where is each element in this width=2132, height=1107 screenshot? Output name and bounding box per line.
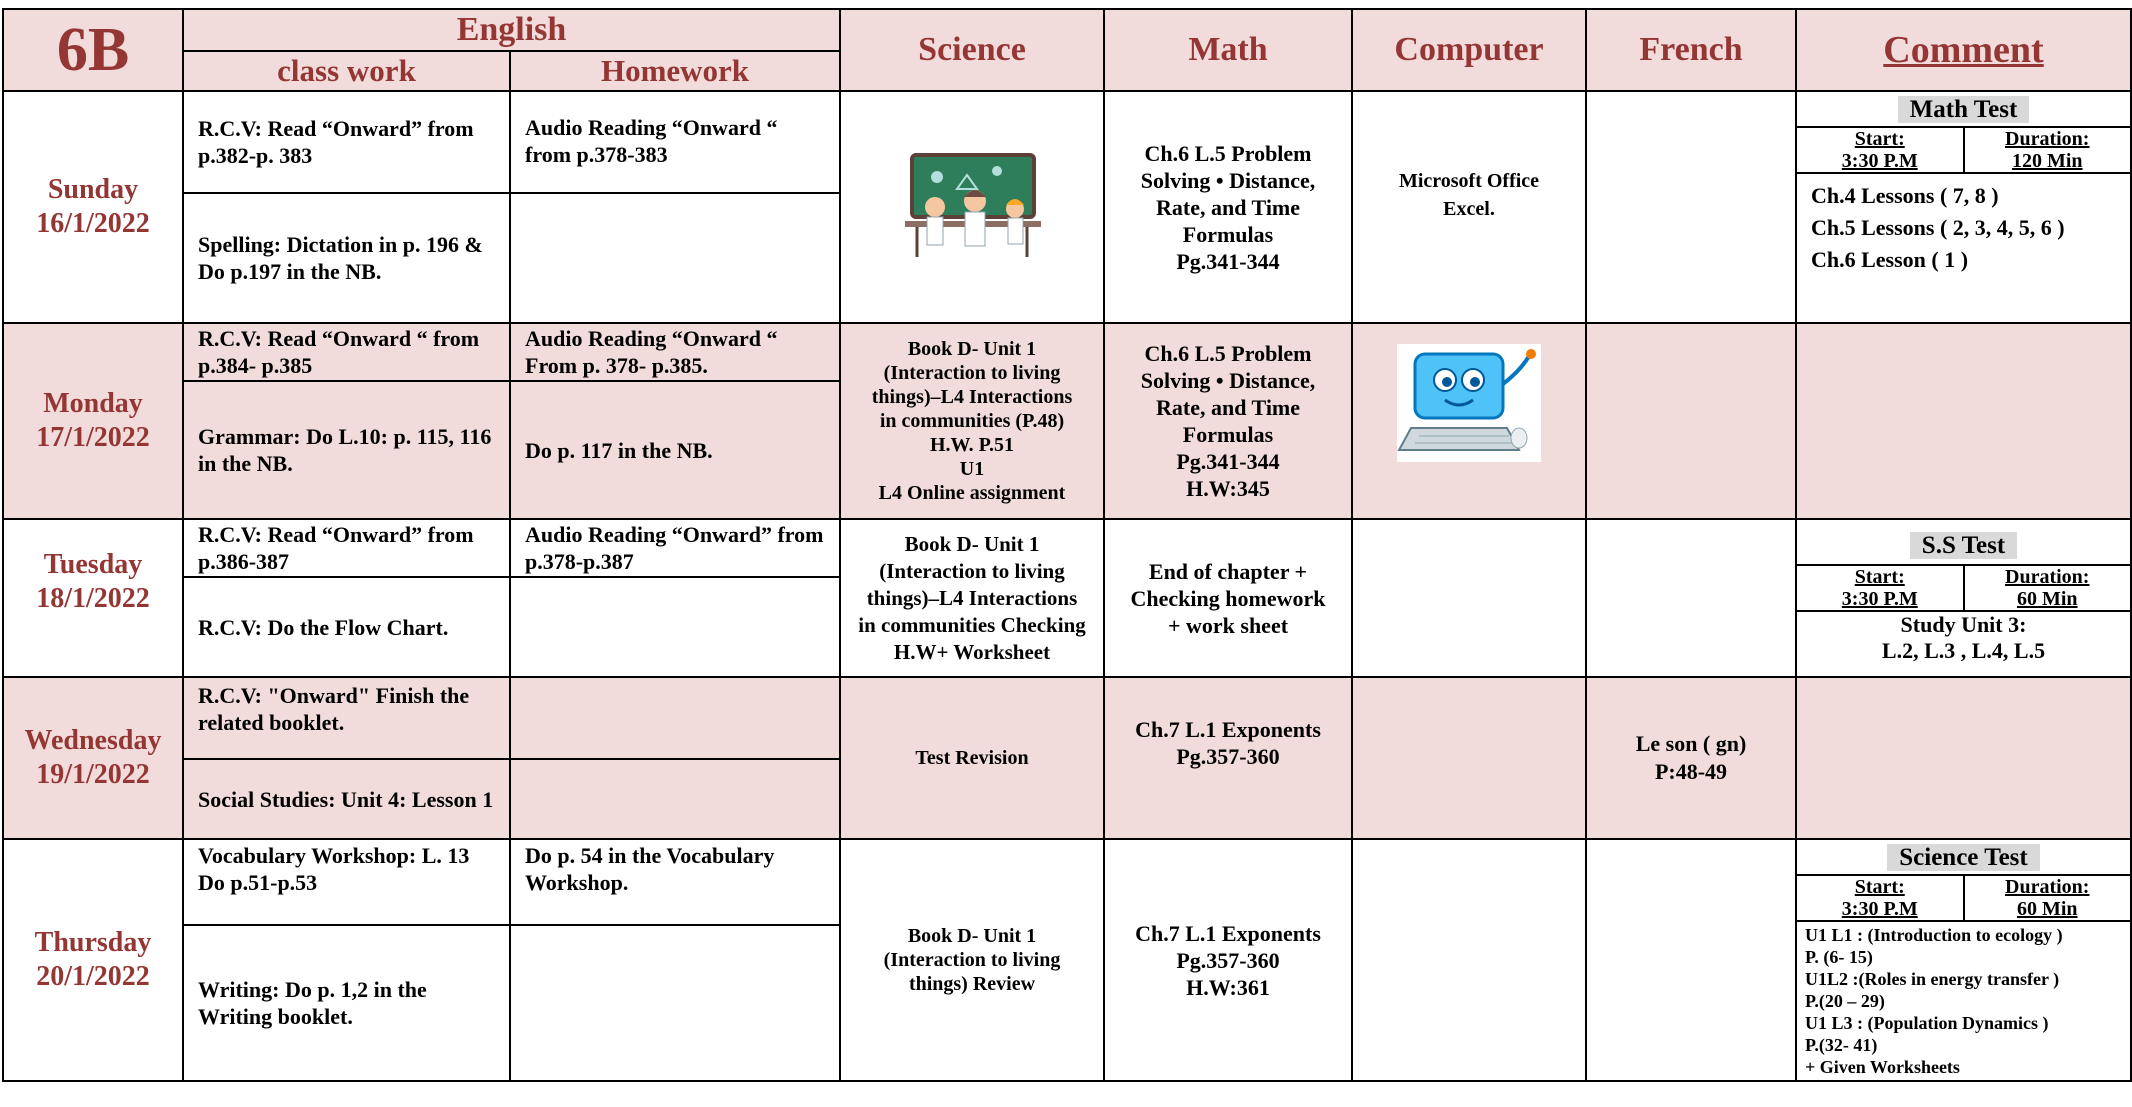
table-row <box>3 519 2131 577</box>
day-cell-tuesday <box>3 519 183 677</box>
science-cell <box>840 519 1104 677</box>
test-start: Start: 3:30 P.M <box>1797 876 1965 920</box>
list-item: P.(32- 41) <box>1805 1035 1878 1055</box>
science-line: in communities (P.48) <box>879 410 1065 432</box>
math-line: Solving • Distance, <box>1140 167 1316 193</box>
science-lab-icon <box>897 149 1047 261</box>
comment-cell <box>1796 677 2131 839</box>
homework-cell: Audio Reading “Onward “ From p. 378- p.385. <box>510 323 840 381</box>
math-cell <box>1104 677 1352 839</box>
french-cell <box>1586 839 1796 1081</box>
math-line: End of chapter + <box>1148 558 1308 584</box>
comment-block <box>1797 520 2130 664</box>
science-line: Book D- Unit 1 <box>907 925 1037 947</box>
math-cell <box>1104 323 1352 519</box>
homework-cell <box>510 759 840 839</box>
math-line: Ch.7 L.1 Exponents <box>1135 717 1321 742</box>
list-item: U1L2 :(Roles in energy transfer ) <box>1805 969 2060 989</box>
computer-cell <box>1352 323 1586 519</box>
computer-cell <box>1352 677 1586 839</box>
day-date: 19/1/2022 <box>36 759 150 790</box>
header-math: Math <box>1104 9 1352 91</box>
table-row <box>3 677 2131 759</box>
test-lessons <box>1797 922 2130 1080</box>
header-english: English <box>183 9 840 51</box>
day-name: Sunday <box>47 174 139 205</box>
test-start: Start: 3:30 P.M <box>1797 566 1965 610</box>
math-cell <box>1104 91 1352 323</box>
list-item: + Given Worksheets <box>1805 1057 1960 1077</box>
math-line: Rate, and Time <box>1155 395 1301 420</box>
math-line: Pg.357-360 <box>1176 947 1280 973</box>
science-line: things)–L4 Interactions <box>866 585 1078 610</box>
list-item: P. (6- 15) <box>1805 947 1873 967</box>
class-work-cell: R.C.V: Do the Flow Chart. <box>183 577 510 677</box>
day-name: Monday <box>43 388 143 419</box>
math-line: Formulas <box>1182 221 1274 247</box>
science-line: (Interaction to living <box>883 362 1061 384</box>
header-computer: Computer <box>1352 9 1586 91</box>
day-date: 20/1/2022 <box>36 961 150 992</box>
class-label: 6B <box>3 9 183 91</box>
test-title: S.S Test <box>1797 520 2130 564</box>
math-cell <box>1104 519 1352 677</box>
day-name: Tuesday <box>43 549 143 580</box>
list-item: L.2, L.3 , L.4, L.5 <box>1881 638 2046 663</box>
header-science: Science <box>840 9 1104 91</box>
computer-line: Microsoft Office <box>1398 170 1540 192</box>
table-row <box>3 839 2131 925</box>
science-line: Book D- Unit 1 <box>907 338 1037 360</box>
test-time-row <box>1797 874 2130 922</box>
list-item: Study Unit 3: <box>1900 612 2027 637</box>
math-line: H.W:361 <box>1186 974 1270 1000</box>
day-date: 17/1/2022 <box>36 422 150 453</box>
math-line: Ch.6 L.5 Problem <box>1144 140 1312 166</box>
list-item: Ch.4 Lessons ( 7, 8 ) <box>1811 183 1999 208</box>
list-item: Ch.5 Lessons ( 2, 3, 4, 5, 6 ) <box>1811 215 2065 240</box>
math-line: Solving • Distance, <box>1140 368 1316 393</box>
table-row <box>3 323 2131 381</box>
homework-cell <box>510 925 840 1081</box>
header-homework: Homework <box>510 51 840 91</box>
science-cell <box>840 91 1104 323</box>
computer-cell <box>1352 91 1586 323</box>
computer-cartoon-icon <box>1397 344 1541 462</box>
list-item: U1 L1 : (Introduction to ecology ) <box>1805 925 2063 945</box>
math-line: Ch.7 L.1 Exponents <box>1135 920 1321 946</box>
day-date: 18/1/2022 <box>36 583 150 614</box>
test-lessons <box>1797 174 2130 282</box>
french-cell <box>1586 677 1796 839</box>
homework-cell <box>510 677 840 759</box>
comment-cell <box>1796 91 2131 323</box>
math-line: Formulas <box>1182 422 1274 447</box>
math-line: Checking homework <box>1130 585 1326 611</box>
test-time-row <box>1797 126 2130 174</box>
header-french: French <box>1586 9 1796 91</box>
day-name: Wednesday <box>24 725 162 756</box>
computer-line: Excel. <box>1443 198 1495 220</box>
science-line: L4 Online assignment <box>878 482 1066 504</box>
test-duration: Duration: 120 Min <box>2005 128 2090 172</box>
science-cell <box>840 323 1104 519</box>
french-cell <box>1586 519 1796 677</box>
math-cell <box>1104 839 1352 1081</box>
comment-cell <box>1796 839 2131 1081</box>
french-cell <box>1586 91 1796 323</box>
french-line: Le son ( gn) <box>1635 731 1747 756</box>
math-line: H.W:345 <box>1186 476 1270 501</box>
test-title: Math Test <box>1797 92 2130 126</box>
math-line: Ch.6 L.5 Problem <box>1144 341 1312 366</box>
science-line: (Interaction to living <box>879 558 1065 583</box>
comment-cell <box>1796 323 2131 519</box>
homework-cell: Audio Reading “Onward” from p.378-p.387 <box>510 519 840 577</box>
day-cell-wednesday <box>3 677 183 839</box>
science-line: Test Revision <box>915 747 1029 769</box>
math-line: Pg.341-344 <box>1176 449 1280 474</box>
science-line: H.W+ Worksheet <box>893 639 1051 664</box>
math-line: Pg.341-344 <box>1176 248 1280 274</box>
science-line: Book D- Unit 1 <box>904 531 1040 556</box>
day-date: 16/1/2022 <box>36 208 150 239</box>
science-line: U1 <box>959 458 985 480</box>
class-work-cell: R.C.V: "Onward" Finish the related booklet. <box>183 677 510 759</box>
homework-cell: Do p. 117 in the NB. <box>510 381 840 519</box>
science-cell <box>840 839 1104 1081</box>
comment-block <box>1797 92 2130 282</box>
math-line: Pg.357-360 <box>1176 744 1280 769</box>
test-duration: Duration: 60 Min <box>2005 876 2090 920</box>
class-work-cell: R.C.V: Read “Onward” from p.386-387 <box>183 519 510 577</box>
homework-cell <box>510 577 840 677</box>
header-class-work: class work <box>183 51 510 91</box>
homework-cell: Audio Reading “Onward “ from p.378-383 <box>510 91 840 193</box>
science-line: things)–L4 Interactions <box>871 386 1073 408</box>
computer-cell <box>1352 839 1586 1081</box>
class-work-cell: Social Studies: Unit 4: Lesson 1 <box>183 759 510 839</box>
test-duration: Duration: 60 Min <box>2005 566 2090 610</box>
homework-cell: Do p. 54 in the Vocabulary Workshop. <box>510 839 840 925</box>
test-title: Science Test <box>1797 840 2130 874</box>
class-work-cell: R.C.V: Read “Onward” from p.382-p. 383 <box>183 91 510 193</box>
class-work-cell: Spelling: Dictation in p. 196 & Do p.197 in the NB. <box>183 193 510 323</box>
day-name: Thursday <box>34 927 152 958</box>
class-work-cell: R.C.V: Read “Onward “ from p.384- p.385 <box>183 323 510 381</box>
list-item: U1 L3 : (Population Dynamics ) <box>1805 1013 2049 1033</box>
comment-cell <box>1796 519 2131 677</box>
french-cell <box>1586 323 1796 519</box>
day-cell-thursday <box>3 839 183 1081</box>
day-cell-monday <box>3 323 183 519</box>
homework-cell <box>510 193 840 323</box>
science-line: H.W. P.51 <box>929 434 1015 456</box>
table-row <box>3 91 2131 193</box>
test-lessons <box>1797 612 2130 664</box>
math-line: + work sheet <box>1167 612 1289 638</box>
math-line: Rate, and Time <box>1155 194 1301 220</box>
test-time-row <box>1797 564 2130 612</box>
weekly-schedule-table <box>2 8 2132 1082</box>
science-line: (Interaction to living <box>883 949 1061 971</box>
french-line: P:48-49 <box>1654 759 1728 784</box>
comment-block <box>1797 840 2130 1080</box>
header-comment: Comment <box>1796 9 2131 91</box>
class-work-cell: Vocabulary Workshop: L. 13 Do p.51-p.53 <box>183 839 510 925</box>
class-work-cell: Writing: Do p. 1,2 in the Writing booklet. <box>183 925 510 1081</box>
day-cell-sunday <box>3 91 183 323</box>
computer-cell <box>1352 519 1586 677</box>
science-cell <box>840 677 1104 839</box>
science-line: in communities Checking <box>858 612 1086 637</box>
test-start: Start: 3:30 P.M <box>1797 128 1965 172</box>
list-item: P.(20 – 29) <box>1805 991 1885 1011</box>
science-line: things) Review <box>908 973 1036 995</box>
class-work-cell: Grammar: Do L.10: p. 115, 116 in the NB. <box>183 381 510 519</box>
list-item: Ch.6 Lesson ( 1 ) <box>1811 247 1969 272</box>
